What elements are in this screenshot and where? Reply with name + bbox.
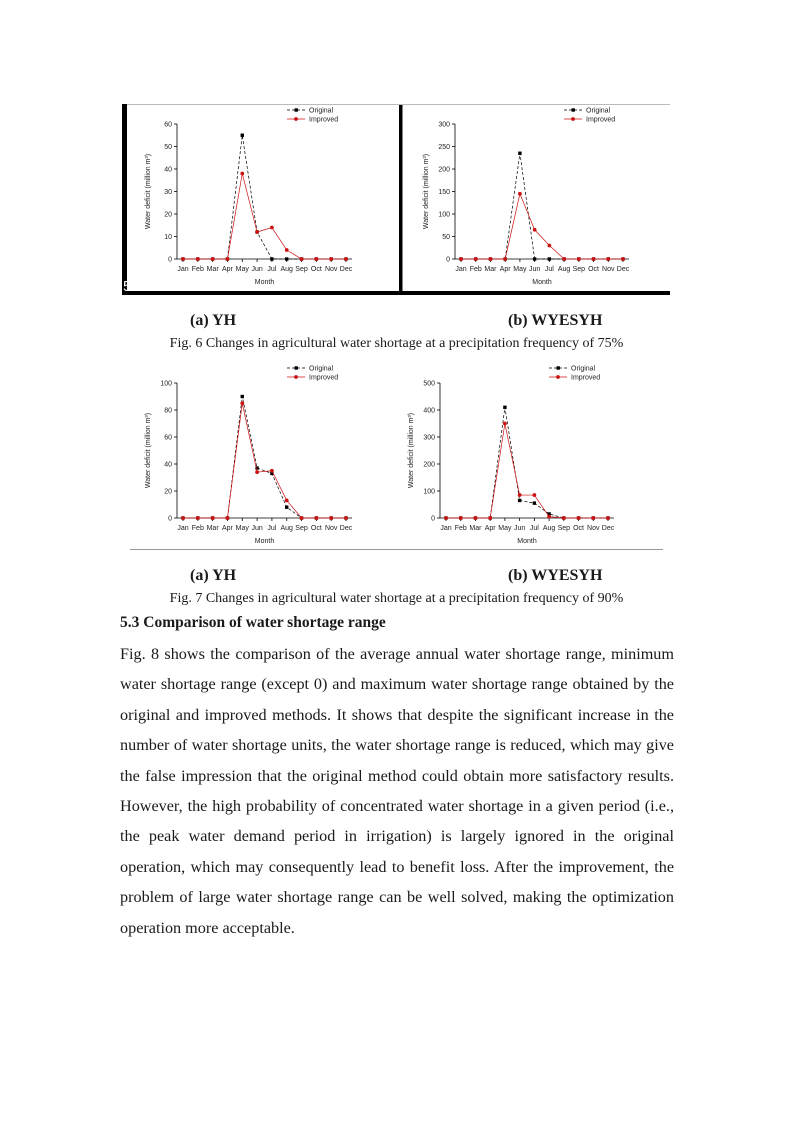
section-paragraph: Fig. 8 shows the comparison of the average annual water shortage range, minimum water shortage range (except 0) and maximum water shortage range obtained by the original and improved methods. It shows that despite the significant increase in the number of water shortage units, the water shortage range is reduced, which may give the false impression that the original method could obtain more satisfactory results. However, the high probability of concentrated water shortage in a given period (i.e., the peak water demand period in irrigation) is largely ignored in the original operation, which may consequently lead to benefit loss. After the improvement, the problem of large water shortage range can be well solved, making the optimization operation more acceptable. bbox=[120, 645, 674, 937]
legend-label: Improved bbox=[586, 116, 616, 124]
x-tick-label: Feb bbox=[454, 525, 467, 532]
data-point-improved bbox=[226, 257, 230, 261]
legend-marker-original bbox=[557, 366, 560, 369]
series-line-original bbox=[446, 407, 608, 518]
x-tick-label: Jun bbox=[513, 525, 526, 532]
x-tick-label: Feb bbox=[191, 266, 204, 273]
y-tick-label: 500 bbox=[423, 380, 435, 388]
x-tick-label: Oct bbox=[310, 266, 322, 273]
data-point-improved bbox=[474, 516, 478, 520]
series-line-original bbox=[183, 135, 346, 259]
x-axis-label: Month bbox=[254, 538, 275, 545]
fig6-caption: Fig. 6 Changes in agricultural water shortage at a precipitation frequency of 75% bbox=[169, 336, 624, 351]
data-point-original bbox=[241, 395, 244, 398]
legend-marker-original bbox=[572, 108, 575, 111]
x-tick-label: Jul bbox=[529, 525, 539, 532]
chart-fig6b bbox=[403, 104, 670, 290]
data-point-original bbox=[548, 257, 551, 260]
legend-label: Original bbox=[571, 365, 596, 373]
x-tick-label: Jul bbox=[544, 266, 554, 273]
y-tick-label: 100 bbox=[423, 488, 435, 496]
data-point-improved bbox=[577, 516, 581, 520]
x-tick-label: Nov bbox=[587, 525, 600, 532]
x-tick-label: Mar bbox=[206, 525, 219, 532]
chart-fig7a bbox=[130, 362, 375, 547]
y-tick-label: 250 bbox=[438, 144, 450, 151]
data-point-improved bbox=[196, 516, 200, 520]
x-axis-label: Month bbox=[517, 538, 537, 545]
y-tick-label: 50 bbox=[164, 144, 172, 151]
x-tick-label: Sep bbox=[295, 525, 308, 532]
legend-label: Original bbox=[586, 107, 611, 115]
data-point-improved bbox=[459, 516, 463, 520]
y-tick-label: 0 bbox=[168, 256, 172, 264]
page-fragment: 5 bbox=[123, 278, 132, 295]
legend-marker-improved bbox=[294, 375, 298, 379]
data-point-improved bbox=[488, 516, 492, 520]
x-tick-label: Jan bbox=[177, 266, 189, 273]
x-tick-label: Jun bbox=[528, 266, 541, 273]
data-point-improved bbox=[300, 516, 304, 520]
y-tick-label: 0 bbox=[446, 256, 450, 264]
x-tick-label: Feb bbox=[469, 266, 482, 273]
x-tick-label: Jun bbox=[251, 266, 263, 273]
series-line-improved bbox=[183, 403, 346, 518]
legend-marker-original bbox=[295, 366, 298, 369]
series-line-original bbox=[183, 397, 346, 519]
data-point-improved bbox=[285, 248, 289, 252]
y-axis-label: Water deficit (million m³) bbox=[408, 412, 415, 489]
data-point-original bbox=[533, 257, 536, 260]
data-point-improved bbox=[547, 515, 551, 519]
legend-marker-improved bbox=[556, 375, 560, 379]
y-tick-label: 50 bbox=[442, 234, 450, 241]
data-point-improved bbox=[606, 257, 610, 261]
y-tick-label: 20 bbox=[164, 488, 172, 496]
x-tick-label: Nov bbox=[324, 266, 338, 273]
data-point-improved bbox=[211, 257, 215, 261]
data-point-improved bbox=[255, 230, 259, 234]
data-point-original bbox=[285, 506, 288, 509]
x-tick-label: Oct bbox=[310, 525, 322, 532]
x-tick-label: Mar bbox=[484, 266, 497, 273]
data-point-improved bbox=[314, 257, 318, 261]
x-axis-label: Month bbox=[254, 279, 275, 286]
x-tick-label: May bbox=[235, 266, 249, 273]
data-point-improved bbox=[606, 516, 610, 520]
fig6-panel-a-label: (a) YH bbox=[190, 312, 237, 329]
data-point-improved bbox=[518, 493, 522, 497]
y-tick-label: 40 bbox=[164, 166, 172, 174]
data-point-improved bbox=[577, 257, 581, 261]
x-tick-label: Oct bbox=[588, 266, 599, 273]
y-axis-label: Water deficit (million m³) bbox=[145, 412, 152, 489]
data-point-original bbox=[518, 499, 521, 502]
y-tick-label: 40 bbox=[164, 461, 172, 469]
data-point-improved bbox=[329, 257, 333, 261]
x-tick-label: Dec bbox=[616, 266, 630, 273]
x-axis-label: Month bbox=[532, 279, 552, 286]
y-tick-label: 200 bbox=[423, 461, 435, 469]
x-tick-label: Aug bbox=[557, 266, 571, 273]
y-tick-label: 10 bbox=[164, 234, 172, 241]
y-tick-label: 30 bbox=[164, 189, 172, 196]
x-tick-label: Jan bbox=[440, 525, 452, 532]
x-tick-label: Feb bbox=[191, 525, 204, 532]
series-line-improved bbox=[446, 424, 608, 519]
x-tick-label: Aug bbox=[280, 525, 293, 532]
x-tick-label: May bbox=[513, 266, 527, 273]
data-point-improved bbox=[444, 516, 448, 520]
x-tick-label: Apr bbox=[499, 266, 511, 273]
data-point-improved bbox=[489, 257, 493, 261]
y-tick-label: 400 bbox=[423, 407, 435, 415]
y-tick-label: 150 bbox=[438, 189, 450, 196]
data-point-improved bbox=[300, 257, 304, 261]
x-tick-label: Apr bbox=[222, 266, 233, 273]
x-tick-label: Jan bbox=[177, 525, 189, 532]
x-tick-label: Apr bbox=[484, 525, 496, 532]
x-tick-label: Jul bbox=[267, 525, 277, 532]
x-tick-label: Oct bbox=[573, 525, 584, 532]
data-point-improved bbox=[211, 516, 215, 520]
chart-fig6a bbox=[127, 104, 397, 290]
y-tick-label: 300 bbox=[423, 434, 435, 442]
x-tick-label: Jul bbox=[267, 266, 277, 273]
y-tick-label: 0 bbox=[431, 515, 435, 523]
data-point-improved bbox=[285, 499, 289, 503]
chart-fig7b bbox=[395, 362, 660, 547]
y-tick-label: 60 bbox=[164, 434, 172, 442]
x-tick-label: Sep bbox=[572, 266, 586, 273]
x-tick-label: May bbox=[498, 525, 512, 532]
y-tick-label: 20 bbox=[164, 211, 172, 219]
x-tick-label: Jan bbox=[455, 266, 467, 273]
x-tick-label: Apr bbox=[222, 525, 233, 532]
data-point-improved bbox=[533, 228, 537, 232]
data-point-improved bbox=[344, 516, 348, 520]
data-point-improved bbox=[591, 516, 595, 520]
data-point-original bbox=[270, 257, 273, 260]
data-point-improved bbox=[532, 493, 536, 497]
data-point-improved bbox=[562, 257, 566, 261]
y-tick-label: 80 bbox=[164, 407, 172, 415]
x-tick-label: Dec bbox=[339, 266, 353, 273]
data-point-improved bbox=[503, 422, 507, 426]
data-point-original bbox=[241, 134, 244, 137]
legend-label: Improved bbox=[309, 374, 339, 382]
data-point-improved bbox=[181, 516, 185, 520]
x-tick-label: Dec bbox=[601, 525, 615, 532]
y-axis-label: Water deficit (million m³) bbox=[145, 153, 152, 230]
x-tick-label: Jun bbox=[251, 525, 263, 532]
y-tick-label: 100 bbox=[438, 211, 450, 219]
data-point-improved bbox=[474, 257, 478, 261]
data-point-improved bbox=[240, 172, 244, 176]
data-point-improved bbox=[329, 516, 333, 520]
series-line-improved bbox=[461, 194, 623, 259]
data-point-improved bbox=[270, 226, 274, 230]
legend-marker-improved bbox=[571, 117, 575, 121]
y-tick-label: 0 bbox=[168, 515, 172, 523]
legend-marker-improved bbox=[294, 117, 298, 121]
data-point-original bbox=[285, 257, 288, 260]
data-point-improved bbox=[181, 257, 185, 261]
x-tick-label: Mar bbox=[469, 525, 482, 532]
x-tick-label: Aug bbox=[542, 525, 556, 532]
data-point-improved bbox=[226, 516, 230, 520]
y-axis-label: Water deficit (million m³) bbox=[423, 153, 430, 230]
data-point-original bbox=[503, 406, 506, 409]
data-point-improved bbox=[270, 469, 274, 473]
x-tick-label: Nov bbox=[602, 266, 615, 273]
legend-marker-original bbox=[295, 108, 298, 111]
data-point-improved bbox=[344, 257, 348, 261]
fig7-panel-b-label: (b) WYESYH bbox=[508, 567, 603, 584]
y-tick-label: 300 bbox=[438, 121, 450, 129]
data-point-improved bbox=[547, 244, 551, 248]
legend-label: Original bbox=[309, 365, 334, 373]
y-tick-label: 60 bbox=[164, 121, 172, 129]
x-tick-label: Sep bbox=[295, 266, 308, 273]
x-tick-label: Aug bbox=[280, 266, 293, 273]
legend-label: Improved bbox=[309, 116, 339, 124]
legend-label: Original bbox=[309, 107, 334, 115]
section-heading: 5.3 Comparison of water shortage range bbox=[120, 614, 386, 631]
data-point-original bbox=[518, 152, 521, 155]
fig6-panel-b-label: (b) WYESYH bbox=[508, 312, 603, 329]
data-point-improved bbox=[503, 257, 507, 261]
fig7-panel-a-label: (a) YH bbox=[190, 567, 237, 584]
data-point-improved bbox=[255, 470, 259, 474]
data-point-improved bbox=[240, 401, 244, 405]
data-point-improved bbox=[518, 192, 522, 196]
series-line-original bbox=[461, 153, 623, 259]
data-point-original bbox=[533, 501, 536, 504]
y-tick-label: 100 bbox=[160, 380, 172, 388]
x-tick-label: Sep bbox=[557, 525, 571, 532]
x-tick-label: Dec bbox=[339, 525, 353, 532]
data-point-improved bbox=[196, 257, 200, 261]
x-tick-label: May bbox=[235, 525, 249, 532]
x-tick-label: Mar bbox=[206, 266, 219, 273]
y-tick-label: 200 bbox=[438, 166, 450, 174]
data-point-improved bbox=[621, 257, 625, 261]
data-point-improved bbox=[592, 257, 596, 261]
data-point-improved bbox=[314, 516, 318, 520]
data-point-improved bbox=[562, 516, 566, 520]
legend-label: Improved bbox=[571, 374, 601, 382]
data-point-improved bbox=[459, 257, 463, 261]
x-tick-label: Nov bbox=[324, 525, 338, 532]
fig7-caption: Fig. 7 Changes in agricultural water shortage at a precipitation frequency of 90% bbox=[169, 591, 624, 606]
